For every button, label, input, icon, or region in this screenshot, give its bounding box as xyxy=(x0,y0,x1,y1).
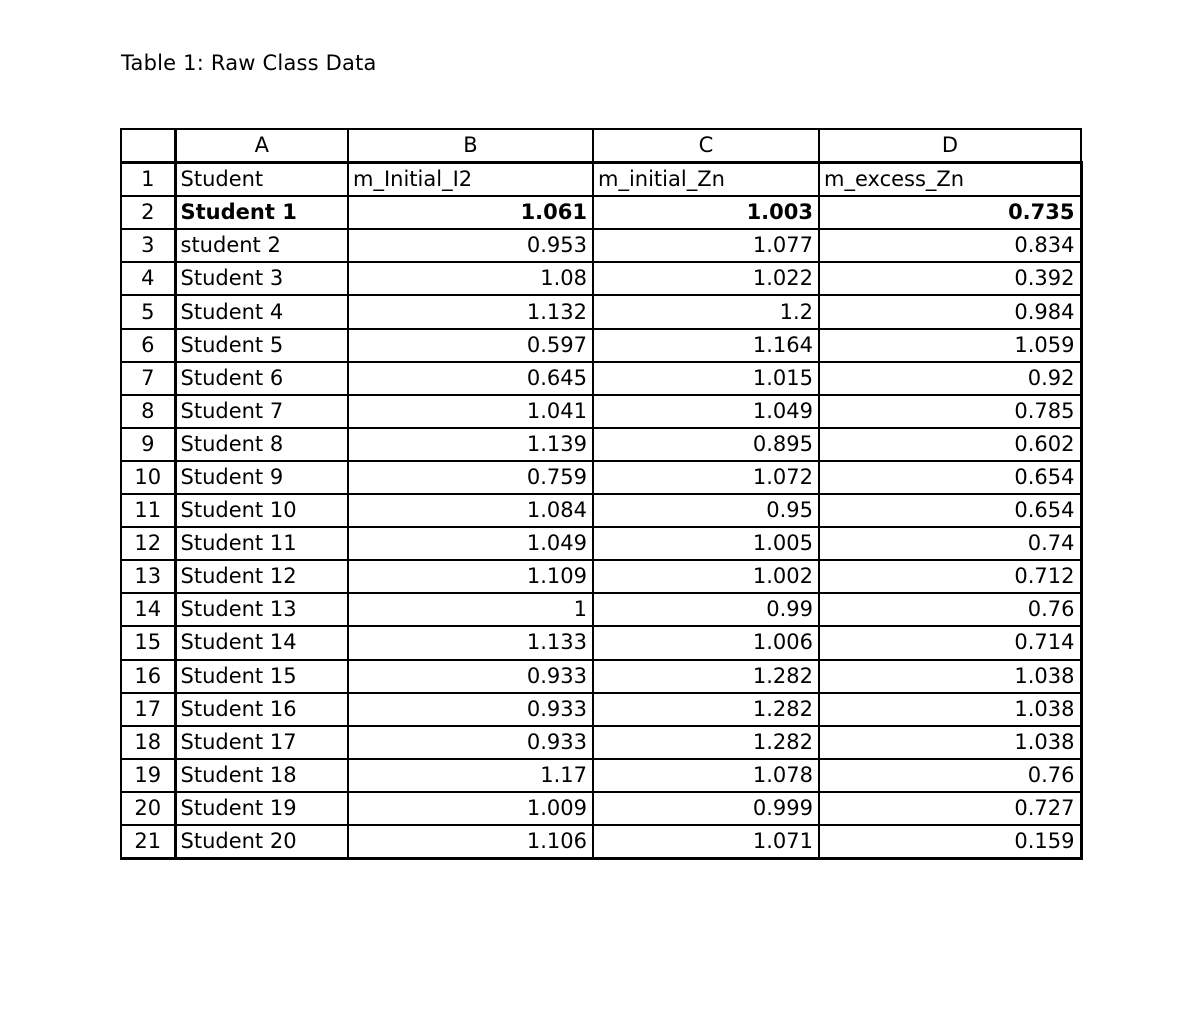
table-body xyxy=(121,163,1081,859)
cell-m-initial-zn: 1.049 xyxy=(593,395,819,428)
table-row xyxy=(121,825,1081,859)
cell-m-excess-zn: 0.654 xyxy=(819,494,1081,527)
cell-student: Student 18 xyxy=(175,759,348,792)
table-row xyxy=(121,395,1081,428)
cell-m-initial-i2: 1.17 xyxy=(348,759,593,792)
cell-m-initial-zn: 1.006 xyxy=(593,626,819,659)
cell-m-excess-zn: 0.714 xyxy=(819,626,1081,659)
cell-m-initial-i2: 0.933 xyxy=(348,660,593,693)
column-header-b: B xyxy=(348,129,593,163)
table-row xyxy=(121,660,1081,693)
cell-m-initial-i2: 1.041 xyxy=(348,395,593,428)
cell-m-excess-zn: 0.76 xyxy=(819,593,1081,626)
row-number: 2 xyxy=(121,196,175,229)
cell-m-initial-i2: 0.759 xyxy=(348,461,593,494)
cell-m-initial-zn: 0.95 xyxy=(593,494,819,527)
row-number: 15 xyxy=(121,626,175,659)
cell-student: Student 7 xyxy=(175,395,348,428)
corner-cell xyxy=(121,129,175,163)
row-number: 11 xyxy=(121,494,175,527)
cell-student: Student 9 xyxy=(175,461,348,494)
cell-m-initial-zn: 1.282 xyxy=(593,693,819,726)
cell-m-excess-zn: 0.392 xyxy=(819,262,1081,295)
cell-m-initial-i2: 1 xyxy=(348,593,593,626)
cell-m-initial-i2: 0.597 xyxy=(348,329,593,362)
cell-m-initial-i2: 1.061 xyxy=(348,196,593,229)
table-caption: Table 1: Raw Class Data xyxy=(121,51,377,75)
table-row xyxy=(121,262,1081,295)
table-row xyxy=(121,560,1081,593)
cell-student: Student 15 xyxy=(175,660,348,693)
table-row xyxy=(121,527,1081,560)
cell-m-initial-zn: 0.99 xyxy=(593,593,819,626)
cell-m-initial-zn: 1.077 xyxy=(593,229,819,262)
cell-m-initial-zn: 1.072 xyxy=(593,461,819,494)
cell-m-excess-zn: 0.92 xyxy=(819,362,1081,395)
cell-m-initial-i2: 1.08 xyxy=(348,262,593,295)
cell-m-initial-zn: 1.282 xyxy=(593,726,819,759)
cell-m-excess-zn: 0.602 xyxy=(819,428,1081,461)
cell-m-excess-zn: 1.059 xyxy=(819,329,1081,362)
column-header-c: C xyxy=(593,129,819,163)
row-number: 9 xyxy=(121,428,175,461)
row-number: 6 xyxy=(121,329,175,362)
cell-m-initial-zn: 1.005 xyxy=(593,527,819,560)
row-number: 3 xyxy=(121,229,175,262)
cell-m-initial-zn: 1.164 xyxy=(593,329,819,362)
data-table xyxy=(120,128,1083,860)
column-header-row xyxy=(121,129,1081,163)
cell-student: Student 11 xyxy=(175,527,348,560)
cell-m-excess-zn: 0.76 xyxy=(819,759,1081,792)
row-number: 12 xyxy=(121,527,175,560)
cell-student: Student 5 xyxy=(175,329,348,362)
cell-m-initial-i2: 0.953 xyxy=(348,229,593,262)
cell-student: Student xyxy=(175,163,348,197)
cell-student: Student 3 xyxy=(175,262,348,295)
cell-m-initial-i2: 1.106 xyxy=(348,825,593,859)
table-row xyxy=(121,163,1081,197)
cell-m-excess-zn: 0.735 xyxy=(819,196,1081,229)
cell-m-initial-i2: 1.139 xyxy=(348,428,593,461)
table-row xyxy=(121,494,1081,527)
cell-student: Student 8 xyxy=(175,428,348,461)
table-row xyxy=(121,792,1081,825)
row-number: 18 xyxy=(121,726,175,759)
cell-m-initial-zn: 1.078 xyxy=(593,759,819,792)
cell-m-initial-i2: 0.933 xyxy=(348,693,593,726)
cell-m-initial-i2: 1.109 xyxy=(348,560,593,593)
cell-m-excess-zn: 0.654 xyxy=(819,461,1081,494)
cell-m-initial-i2: 1.084 xyxy=(348,494,593,527)
cell-student: Student 14 xyxy=(175,626,348,659)
cell-m-initial-zn: 0.999 xyxy=(593,792,819,825)
table-row xyxy=(121,626,1081,659)
row-number: 19 xyxy=(121,759,175,792)
cell-m-initial-zn: 0.895 xyxy=(593,428,819,461)
cell-student: Student 6 xyxy=(175,362,348,395)
cell-m-initial-i2: 1.009 xyxy=(348,792,593,825)
cell-student: Student 1 xyxy=(175,196,348,229)
cell-m-excess-zn: 1.038 xyxy=(819,660,1081,693)
cell-m-excess-zn: 1.038 xyxy=(819,726,1081,759)
table-row xyxy=(121,329,1081,362)
cell-m-initial-i2: 0.645 xyxy=(348,362,593,395)
cell-m-excess-zn: 1.038 xyxy=(819,693,1081,726)
cell-student: Student 10 xyxy=(175,494,348,527)
row-number: 14 xyxy=(121,593,175,626)
row-number: 7 xyxy=(121,362,175,395)
row-number: 8 xyxy=(121,395,175,428)
row-number: 1 xyxy=(121,163,175,197)
cell-student: Student 16 xyxy=(175,693,348,726)
cell-m-excess-zn: 0.74 xyxy=(819,527,1081,560)
table-row xyxy=(121,295,1081,328)
table-row xyxy=(121,759,1081,792)
row-number: 16 xyxy=(121,660,175,693)
cell-m-excess-zn: 0.712 xyxy=(819,560,1081,593)
cell-m-initial-i2: m_Initial_I2 xyxy=(348,163,593,197)
cell-student: Student 19 xyxy=(175,792,348,825)
cell-m-initial-zn: 1.282 xyxy=(593,660,819,693)
cell-student: student 2 xyxy=(175,229,348,262)
row-number: 21 xyxy=(121,825,175,859)
table-row xyxy=(121,362,1081,395)
row-number: 4 xyxy=(121,262,175,295)
cell-m-excess-zn: 0.785 xyxy=(819,395,1081,428)
table-row xyxy=(121,593,1081,626)
row-number: 17 xyxy=(121,693,175,726)
cell-m-excess-zn: 0.159 xyxy=(819,825,1081,859)
cell-m-initial-i2: 1.133 xyxy=(348,626,593,659)
table-row xyxy=(121,461,1081,494)
cell-student: Student 17 xyxy=(175,726,348,759)
cell-m-excess-zn: m_excess_Zn xyxy=(819,163,1081,197)
cell-m-initial-zn: 1.022 xyxy=(593,262,819,295)
cell-m-initial-zn: 1.003 xyxy=(593,196,819,229)
table-row xyxy=(121,196,1081,229)
table-row xyxy=(121,726,1081,759)
cell-m-excess-zn: 0.834 xyxy=(819,229,1081,262)
cell-student: Student 20 xyxy=(175,825,348,859)
row-number: 10 xyxy=(121,461,175,494)
cell-m-excess-zn: 0.727 xyxy=(819,792,1081,825)
row-number: 20 xyxy=(121,792,175,825)
row-number: 5 xyxy=(121,295,175,328)
column-header-a: A xyxy=(175,129,348,163)
cell-m-initial-zn: m_initial_Zn xyxy=(593,163,819,197)
cell-m-initial-i2: 1.132 xyxy=(348,295,593,328)
row-number: 13 xyxy=(121,560,175,593)
cell-m-excess-zn: 0.984 xyxy=(819,295,1081,328)
cell-m-initial-zn: 1.015 xyxy=(593,362,819,395)
cell-m-initial-zn: 1.002 xyxy=(593,560,819,593)
cell-m-initial-zn: 1.2 xyxy=(593,295,819,328)
cell-student: Student 4 xyxy=(175,295,348,328)
cell-m-initial-i2: 0.933 xyxy=(348,726,593,759)
table-row xyxy=(121,693,1081,726)
cell-m-initial-zn: 1.071 xyxy=(593,825,819,859)
cell-m-initial-i2: 1.049 xyxy=(348,527,593,560)
table-row xyxy=(121,229,1081,262)
table-row xyxy=(121,428,1081,461)
cell-student: Student 13 xyxy=(175,593,348,626)
cell-student: Student 12 xyxy=(175,560,348,593)
column-header-d: D xyxy=(819,129,1081,163)
